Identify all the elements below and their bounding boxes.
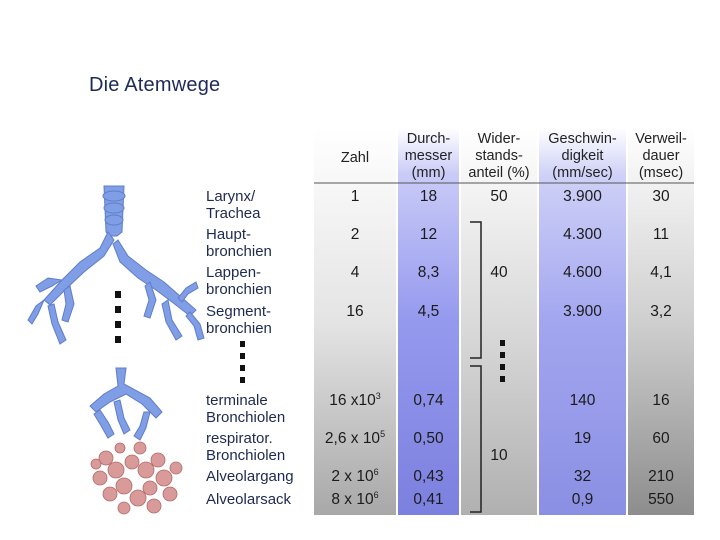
row-label-line: respirator. <box>206 430 273 447</box>
header-verweildauer-line: (msec) <box>638 165 684 181</box>
cell-geschwindigkeit: 32 <box>573 468 592 485</box>
cell-durchmesser: 8,3 <box>417 264 440 281</box>
header-geschwindigkeit <box>539 131 626 182</box>
alveoli <box>91 442 182 514</box>
cell-verweildauer: 11 <box>652 226 670 243</box>
cell-durchmesser: 18 <box>419 188 438 205</box>
continuation-dots-mid <box>240 341 245 383</box>
row-label-line: Segment- <box>206 303 272 320</box>
cell-zahl <box>314 491 396 508</box>
row-label-line: terminale <box>206 392 268 409</box>
row-label-line: bronchien <box>206 281 272 298</box>
header-geschwindigkeit-line: digkeit <box>561 148 604 164</box>
cell-durchmesser: 4,5 <box>417 303 440 320</box>
cell-zahl-base: 1 <box>350 188 360 205</box>
page-title: Die Atemwege <box>89 74 221 96</box>
header-verweildauer-line: Verweil- <box>635 131 687 147</box>
header-verweildauer-line: dauer <box>642 148 680 164</box>
cell-durchmesser: 0,41 <box>413 491 444 508</box>
cell-zahl-base: 16 <box>346 303 364 320</box>
cell-geschwindigkeit: 4.300 <box>563 226 602 243</box>
row-label <box>206 188 260 222</box>
row-label-line: Bronchiolen <box>206 409 286 426</box>
cell-zahl-base: 4 <box>350 264 360 281</box>
header-durchmesser-line: messer <box>404 148 453 164</box>
row-label <box>206 392 285 426</box>
row-label-line: bronchien <box>206 243 272 260</box>
header-verweildauer <box>628 131 694 182</box>
cell-verweildauer: 60 <box>652 430 670 447</box>
cell-widerstand: 10 <box>490 447 508 464</box>
row-label <box>206 303 272 337</box>
bronchioles <box>90 368 162 440</box>
cell-zahl-base: 2,6 x 10 <box>324 430 381 447</box>
zahl-column-bg <box>314 128 396 515</box>
header-durchmesser-line: (mm) <box>411 165 446 181</box>
row-label <box>206 264 272 298</box>
cell-zahl <box>314 264 396 281</box>
bronchial-tree <box>28 186 204 344</box>
cell-geschwindigkeit: 3.900 <box>563 303 602 320</box>
cell-widerstand: 50 <box>490 188 508 205</box>
row-label-line: Lappen- <box>206 264 262 281</box>
header-widerstand-line: Wider- <box>477 131 521 147</box>
cell-zahl <box>314 468 396 485</box>
cell-geschwindigkeit: 3.900 <box>563 188 602 205</box>
geschwindigkeit-column-bg <box>539 128 626 515</box>
cell-durchmesser: 12 <box>419 226 438 243</box>
header-geschwindigkeit-line: Geschwin- <box>548 131 617 147</box>
cell-zahl <box>314 392 396 409</box>
continuation-dots-left <box>115 291 121 343</box>
cell-verweildauer: 30 <box>652 188 670 205</box>
cell-geschwindigkeit: 4.600 <box>563 264 602 281</box>
cell-verweildauer: 4,1 <box>650 264 672 281</box>
row-label-line: bronchien <box>206 320 272 337</box>
header-zahl-line: Zahl <box>340 150 370 166</box>
cell-zahl-base: 8 x 10 <box>331 491 374 508</box>
cell-geschwindigkeit: 140 <box>569 392 596 409</box>
cell-verweildauer: 210 <box>648 468 674 485</box>
row-label-line: Trachea <box>206 205 261 222</box>
row-label-line: Alveolarsack <box>206 491 292 508</box>
verweildauer-column-bg <box>628 128 694 515</box>
row-label <box>206 430 285 464</box>
row-label-line: Bronchiolen <box>206 447 286 464</box>
cell-zahl-exponent: 6 <box>373 490 379 500</box>
header-widerstand-line: stands- <box>475 148 523 164</box>
cell-verweildauer: 16 <box>652 392 670 409</box>
header-geschwindigkeit-line: (mm/sec) <box>552 165 613 181</box>
header-widerstand-line: anteil (%) <box>468 165 530 181</box>
cell-zahl-exponent: 3 <box>375 391 381 401</box>
cell-verweildauer: 3,2 <box>650 303 672 320</box>
cell-durchmesser: 0,43 <box>413 468 444 485</box>
row-label-line: Larynx/ <box>206 188 256 205</box>
header-durchmesser <box>398 131 459 182</box>
cell-geschwindigkeit: 0,9 <box>571 491 594 508</box>
cell-verweildauer: 550 <box>648 491 674 508</box>
cell-zahl-exponent: 6 <box>373 467 379 477</box>
cell-zahl <box>314 226 396 243</box>
cell-zahl <box>314 303 396 320</box>
row-label <box>206 468 294 485</box>
row-label-line: Haupt- <box>206 226 252 243</box>
header-durchmesser-line: Durch- <box>406 131 451 147</box>
header-widerstand <box>461 131 537 182</box>
cell-durchmesser: 0,50 <box>413 430 444 447</box>
cell-zahl-base: 2 x 10 <box>331 468 374 485</box>
cell-widerstand: 40 <box>490 264 508 281</box>
row-label-line: Alveolargang <box>206 468 294 485</box>
header-zahl <box>314 150 396 167</box>
cell-durchmesser: 0,74 <box>413 392 444 409</box>
row-label <box>206 226 272 260</box>
cell-zahl <box>314 430 396 447</box>
cell-zahl-base: 16 x10 <box>329 392 376 409</box>
cell-zahl-base: 2 <box>350 226 360 243</box>
cell-geschwindigkeit: 19 <box>573 430 592 447</box>
cell-zahl <box>314 188 396 205</box>
row-label <box>206 491 291 508</box>
cell-zahl-exponent: 5 <box>380 429 386 439</box>
durchmesser-column-bg <box>398 128 459 515</box>
